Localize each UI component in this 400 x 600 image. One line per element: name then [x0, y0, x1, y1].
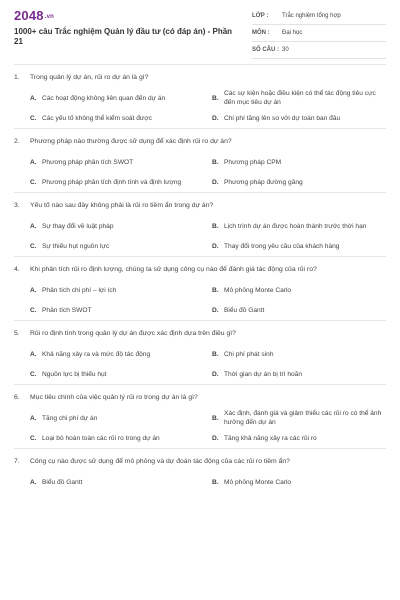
answer-option[interactable]	[212, 88, 386, 108]
question-number: 3.	[14, 202, 20, 209]
meta-row	[252, 25, 386, 42]
option-text: Chi phí phát sinh	[224, 350, 274, 358]
answer-option[interactable]	[212, 236, 386, 256]
answer-option[interactable]	[30, 88, 204, 108]
answer-option[interactable]	[212, 300, 386, 320]
option-text: Khả năng xảy ra và mức độ tác động	[42, 350, 151, 358]
option-text: Mô phỏng Monte Carlo	[224, 286, 292, 294]
option-letter: A.	[30, 478, 37, 486]
question-prompt: Công cụ nào được sử dụng để mô phỏng và dự đoán tác động của các rủi ro tiềm ẩn?	[30, 458, 290, 465]
question-number: 7.	[14, 458, 20, 465]
question-list	[14, 64, 386, 492]
meta-value: Đại học	[282, 30, 303, 36]
option-letter: D.	[212, 242, 219, 250]
option-text: Các hoạt động không liên quan đến dự án	[42, 94, 166, 102]
option-text: Sự thay đổi về luật pháp	[42, 222, 114, 230]
option-text: Phân tích SWOT	[42, 306, 92, 314]
question-prompt: Yếu tố nào sau đây không phải là rủi ro tiềm ẩn trong dự án?	[30, 202, 214, 209]
option-letter: A.	[30, 158, 37, 166]
question-block	[14, 384, 386, 448]
logo-main: 2048	[14, 8, 44, 23]
answer-option[interactable]	[30, 172, 204, 192]
answer-option[interactable]	[30, 408, 204, 428]
option-letter: B.	[212, 286, 219, 294]
answer-options	[30, 472, 386, 492]
option-text: Thời gian dự án bị trì hoãn	[224, 370, 303, 378]
question-prompt: Rủi ro định tính trong quản lý dự án được xác định dựa trên điều gì?	[30, 330, 236, 337]
question-number: 2.	[14, 138, 20, 145]
option-text: Biểu đồ Gantt	[42, 478, 83, 486]
option-text: Phương pháp đường găng	[224, 178, 303, 186]
option-letter: A.	[30, 222, 37, 230]
option-text: Phương pháp CPM	[224, 158, 282, 166]
question-block	[14, 256, 386, 320]
document-meta	[252, 8, 386, 64]
answer-option[interactable]	[212, 152, 386, 172]
option-text: Thay đổi trong yêu cầu của khách hàng	[224, 242, 340, 250]
answer-option[interactable]	[212, 408, 386, 428]
question-number: 6.	[14, 394, 20, 401]
logo-suffix: .vn	[44, 13, 55, 20]
question-text	[14, 73, 386, 82]
answer-option[interactable]	[30, 344, 204, 364]
option-text: Tăng khả năng xảy ra các rủi ro	[224, 434, 317, 442]
answer-options	[30, 152, 386, 192]
header	[14, 0, 386, 64]
answer-option[interactable]	[30, 236, 204, 256]
question-block	[14, 320, 386, 384]
answer-option[interactable]	[212, 172, 386, 192]
option-text: Sự thiếu hụt nguồn lực	[42, 242, 110, 250]
question-prompt: Phương pháp nào thường được sử dụng để xác định rủi ro dự án?	[30, 138, 232, 145]
question-number: 5.	[14, 330, 20, 337]
option-text: Tăng chi phí dự án	[42, 414, 98, 422]
option-letter: A.	[30, 286, 37, 294]
option-letter: B.	[212, 94, 219, 102]
meta-label: LỚP :	[252, 13, 269, 19]
answer-option[interactable]	[30, 152, 204, 172]
option-letter: B.	[212, 350, 219, 358]
answer-option[interactable]	[30, 428, 204, 448]
option-text: Phương pháp phân tích SWOT	[42, 158, 134, 166]
answer-option[interactable]	[30, 364, 204, 384]
question-text	[14, 393, 386, 402]
option-letter: A.	[30, 350, 37, 358]
header-left	[14, 8, 244, 64]
question-text	[14, 329, 386, 338]
meta-row	[252, 42, 386, 59]
meta-value: Trắc nghiệm tổng hợp	[282, 13, 341, 19]
option-text: Xác định, đánh giá và giảm thiểu các rủi ro có thể ảnh hưởng đến dự án	[224, 410, 382, 426]
question-block	[14, 448, 386, 492]
answer-option[interactable]	[212, 364, 386, 384]
answer-option[interactable]	[30, 300, 204, 320]
question-text	[14, 265, 386, 274]
question-number: 1.	[14, 74, 20, 81]
document-title: 1000+ câu Trắc nghiệm Quản lý đầu tư (có đáp án) - Phần 21	[14, 27, 233, 46]
answer-options	[30, 408, 386, 448]
option-letter: B.	[212, 478, 219, 486]
answer-option[interactable]	[212, 216, 386, 236]
question-prompt: Mục tiêu chính của việc quản lý rủi ro trong dự án là gì?	[30, 394, 198, 401]
question-block	[14, 128, 386, 192]
option-letter: C.	[30, 178, 37, 186]
site-logo[interactable]	[14, 8, 244, 23]
answer-options	[30, 280, 386, 320]
option-text: Mô phỏng Monte Carlo	[224, 478, 292, 486]
option-letter: D.	[212, 178, 219, 186]
option-letter: D.	[212, 114, 219, 122]
option-text: Phân tích chi phí – lợi ích	[42, 286, 117, 294]
answer-option[interactable]	[30, 280, 204, 300]
question-text	[14, 201, 386, 210]
meta-label: MÔN :	[252, 30, 270, 36]
option-text: Loại bỏ hoàn toàn các rủi ro trong dự án	[42, 434, 160, 442]
option-letter: A.	[30, 94, 37, 102]
option-text: Các yếu tố không thể kiểm soát được	[42, 114, 152, 122]
option-letter: C.	[30, 114, 37, 122]
option-letter: D.	[212, 434, 219, 442]
option-letter: C.	[30, 306, 37, 314]
meta-row	[252, 8, 386, 25]
question-text	[14, 137, 386, 146]
option-letter: D.	[212, 306, 219, 314]
answer-option[interactable]	[212, 344, 386, 364]
answer-option[interactable]	[30, 108, 204, 128]
option-letter: C.	[30, 370, 37, 378]
option-letter: B.	[212, 158, 219, 166]
option-letter: B.	[212, 222, 219, 230]
answer-options	[30, 88, 386, 128]
option-text: Nguồn lực bị thiếu hụt	[42, 370, 107, 378]
option-letter: B.	[212, 414, 219, 422]
answer-option[interactable]	[212, 108, 386, 128]
option-text: Chi phí tăng lên so với dự toán ban đầu	[224, 114, 341, 122]
question-prompt: Khi phân tích rủi ro định lượng, chúng ta sử dụng công cụ nào để đánh giá tác động của rủi ro?	[30, 266, 317, 273]
answer-option[interactable]	[212, 280, 386, 300]
answer-option[interactable]	[30, 472, 204, 492]
answer-options	[30, 216, 386, 256]
question-prompt: Trong quản lý dự án, rủi ro dự án là gì?	[30, 74, 149, 81]
answer-option[interactable]	[30, 216, 204, 236]
option-text: Lịch trình dự án được hoàn thành trước thời hạn	[224, 222, 367, 230]
option-text: Phương pháp phân tích định tính và định lượng	[42, 178, 182, 186]
answer-option[interactable]	[212, 428, 386, 448]
meta-value: 30	[282, 47, 289, 53]
meta-label: SỐ CÂU :	[252, 47, 279, 53]
answer-option[interactable]	[212, 472, 386, 492]
option-letter: C.	[30, 242, 37, 250]
option-letter: A.	[30, 414, 37, 422]
question-text	[14, 457, 386, 466]
answer-options	[30, 344, 386, 384]
question-block	[14, 192, 386, 256]
question-block	[14, 64, 386, 128]
option-letter: D.	[212, 370, 219, 378]
question-number: 4.	[14, 266, 20, 273]
option-text: Biểu đồ Gantt	[224, 306, 265, 314]
option-letter: C.	[30, 434, 37, 442]
option-text: Các sự kiện hoặc điều kiện có thể tác động tiêu cực đến mục tiêu dự án	[224, 90, 376, 106]
